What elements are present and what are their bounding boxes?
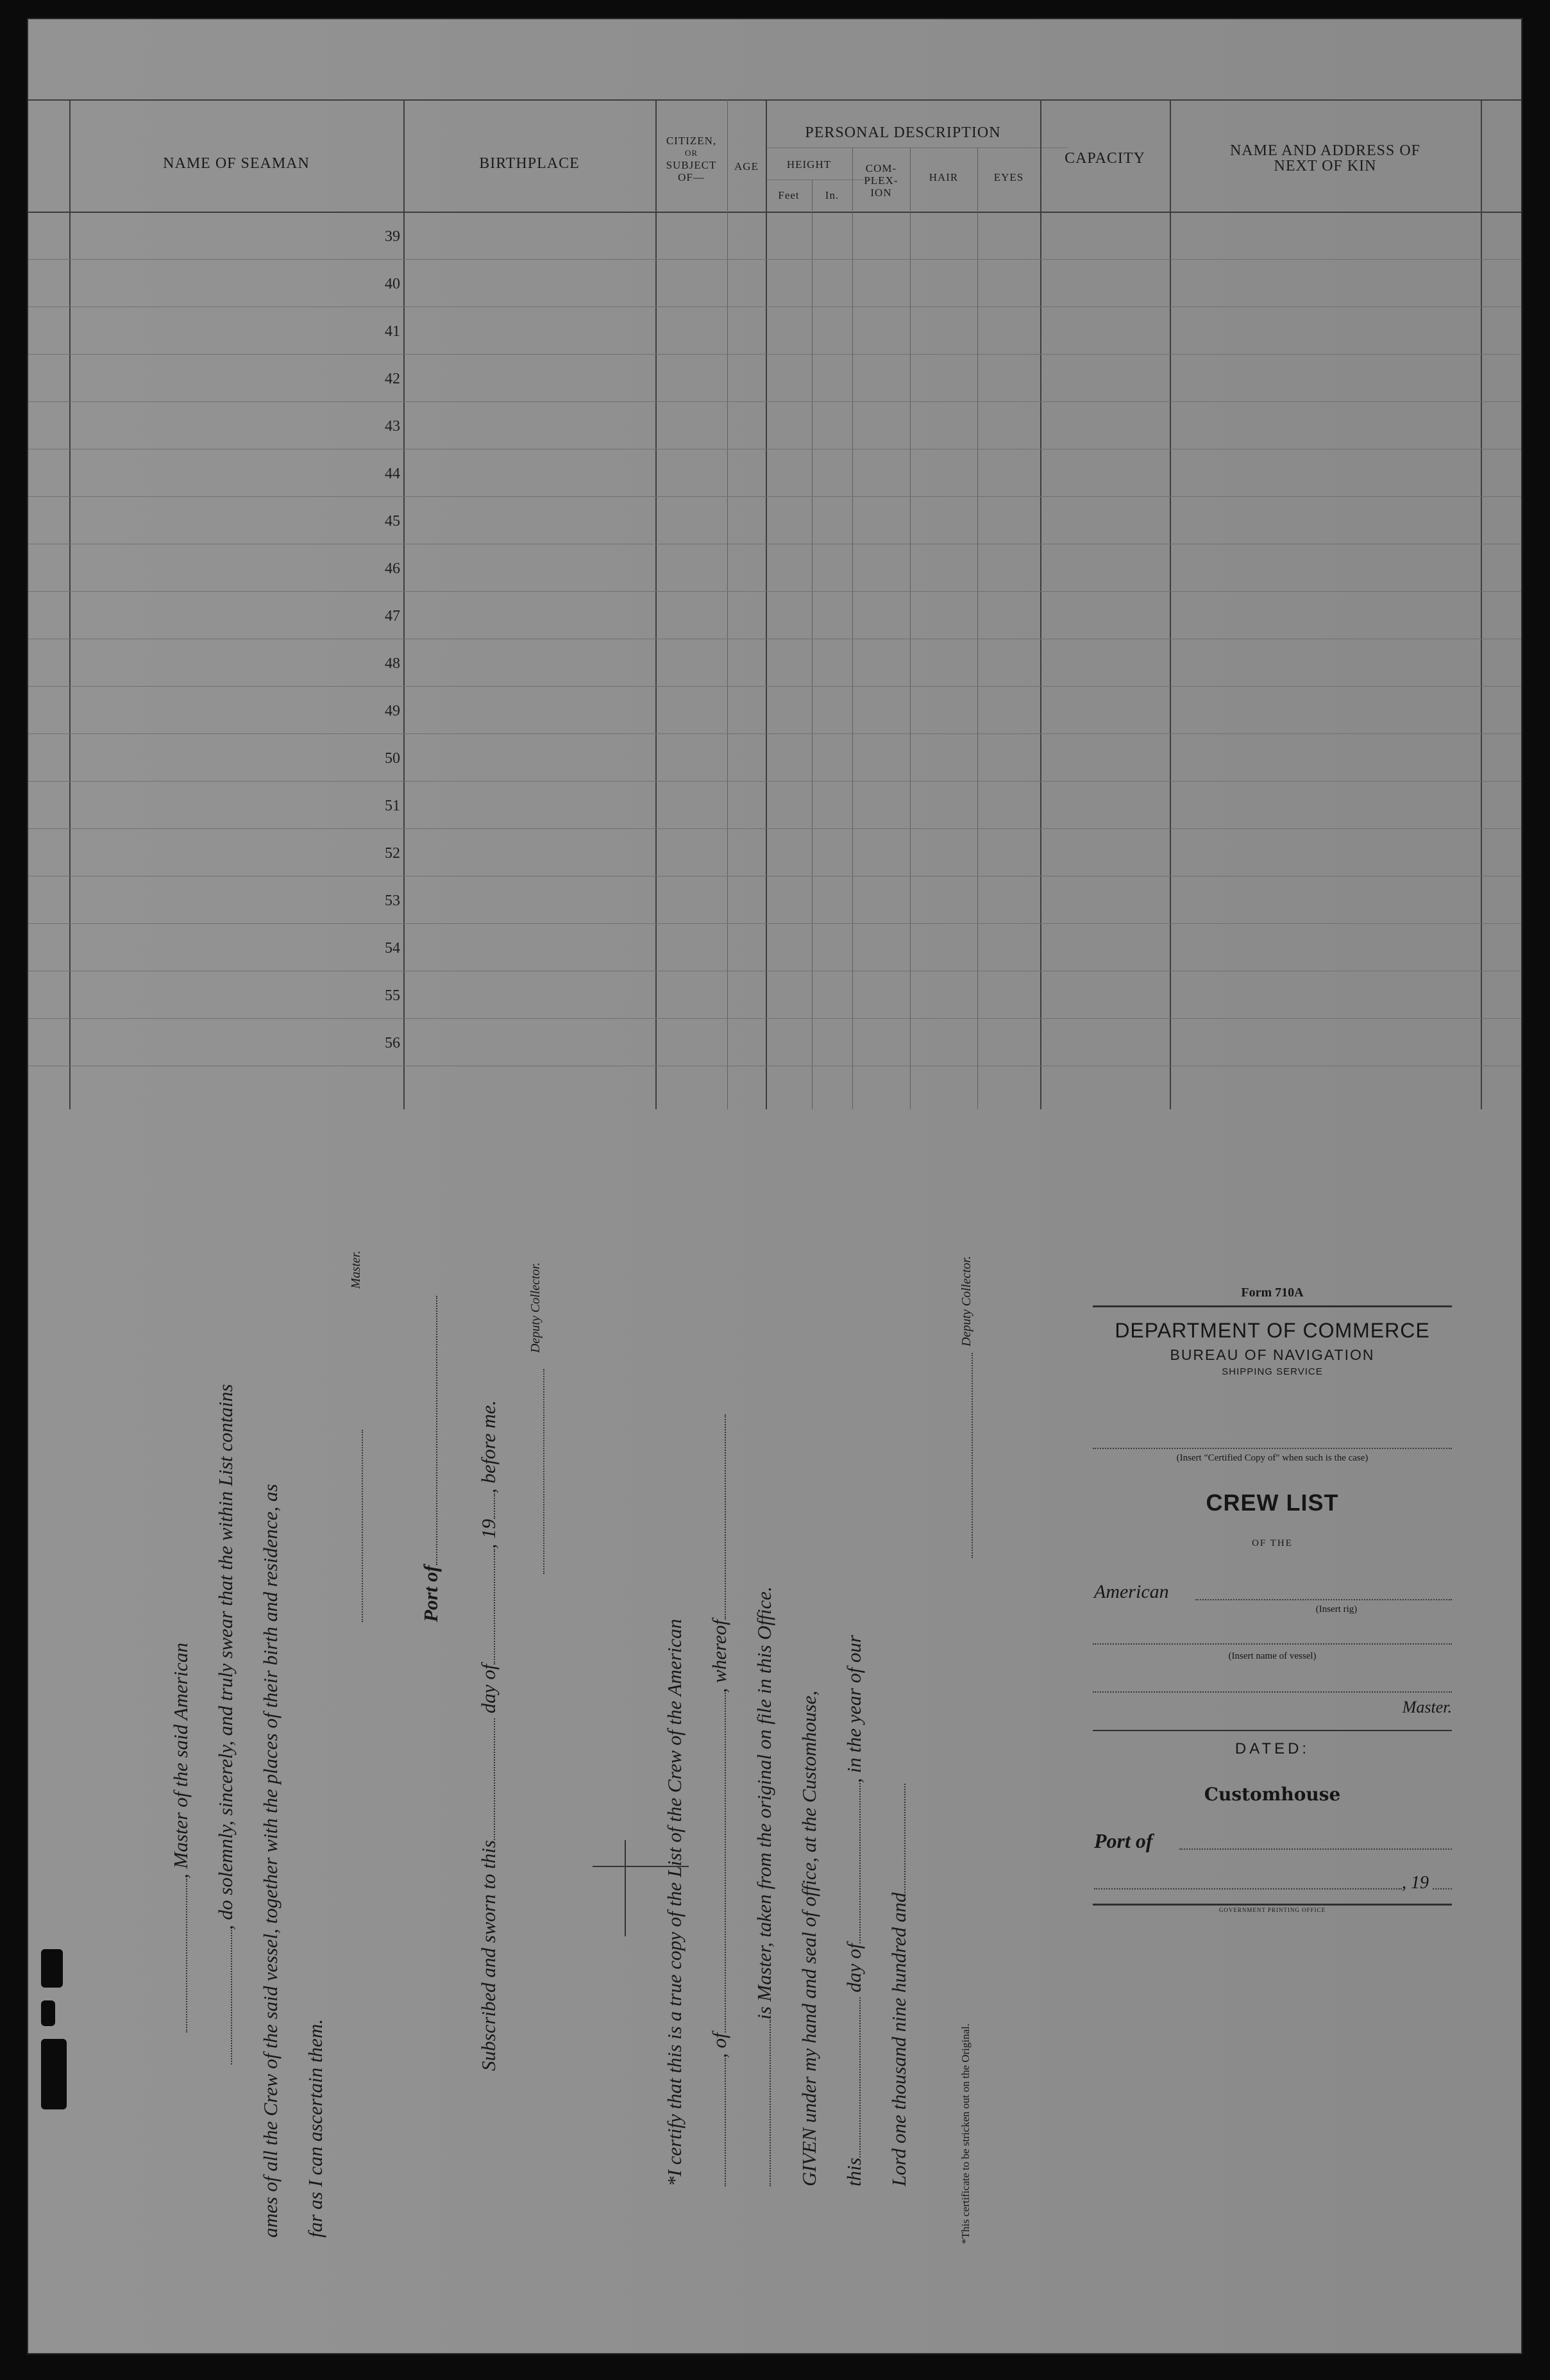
header-complexion: [852, 162, 910, 199]
row-rule: [28, 401, 1521, 402]
blank-line[interactable]: [845, 1783, 861, 1943]
row-number: 55: [385, 987, 400, 1004]
header-complexion-line: PLEX-: [864, 174, 898, 187]
row-rule: [28, 1018, 1521, 1019]
row-rule: [28, 354, 1521, 355]
row-number: 41: [385, 323, 400, 340]
torn-edge: [41, 1949, 63, 1988]
deputy-collector-label-2: Deputy Collector.: [959, 1255, 973, 1346]
col-line: [403, 99, 405, 1109]
row-number: 45: [385, 513, 400, 530]
blank-line[interactable]: [845, 1997, 861, 2158]
oath-line-of: [708, 1414, 731, 2186]
header-citizen-line: OF—: [678, 171, 705, 183]
cover-rule: [1093, 1730, 1452, 1731]
master-signature: [342, 1417, 363, 1622]
row-rule: [28, 923, 1521, 924]
personal-desc-rule: [766, 147, 1068, 148]
oath-line-given: GIVEN under my hand and seal of office, at the Customhouse,: [798, 1690, 820, 2186]
blank-line[interactable]: [480, 1718, 495, 1840]
oath-text: , of: [708, 2032, 730, 2058]
blank-line[interactable]: [217, 1930, 232, 2065]
oath-text: is Master, taken from the original on file in this Office.: [753, 1586, 775, 2020]
col-line: [812, 180, 813, 1109]
cover-rule: [1093, 1305, 1452, 1307]
col-line: [1170, 99, 1171, 1109]
row-rule: [28, 306, 1521, 307]
deputy-collector-sig-2: [955, 1353, 973, 1558]
certified-copy-line[interactable]: [1093, 1448, 1452, 1449]
printing-office: GOVERNMENT PRINTING OFFICE: [1218, 1907, 1326, 1913]
bureau-title: BUREAU OF NAVIGATION: [1170, 1346, 1375, 1363]
row-number: 43: [385, 418, 400, 435]
header-personal-description: PERSONAL DESCRIPTION: [805, 124, 1001, 141]
deputy-collector-sig-1: [525, 1369, 544, 1574]
row-rule: [28, 591, 1521, 592]
oath-block: [150, 1205, 997, 2263]
of-the-label: OF THE: [1252, 1538, 1293, 1548]
row-rule: [28, 496, 1521, 497]
row-number: 46: [385, 560, 400, 577]
dated-label: DATED:: [1234, 1740, 1310, 1757]
oath-text: day of: [843, 1943, 865, 1993]
date-line[interactable]: [1094, 1888, 1402, 1890]
oath-line-far-as: far as I can ascertain them.: [304, 2019, 326, 2238]
col-line: [1040, 99, 1041, 1109]
oath-text: this: [843, 2158, 865, 2186]
year-19-label: , 19: [1402, 1873, 1429, 1893]
insert-rig-note: (Insert rig): [1315, 1604, 1358, 1614]
oath-line-is-master: [753, 1586, 776, 2186]
oath-text: , in the year of our: [843, 1635, 865, 1783]
insert-certified-note: (Insert "Certified Copy of" when such is the case): [1176, 1453, 1369, 1463]
oath-text: day of: [477, 1664, 500, 1714]
header-height: HEIGHT: [786, 158, 832, 171]
header-citizen: [655, 135, 727, 183]
col-line: [69, 99, 71, 1109]
col-line: [655, 99, 657, 1109]
oath-text: , 19: [477, 1519, 500, 1549]
oath-line-this: [843, 1635, 866, 2186]
row-rule: [28, 259, 1521, 260]
oath-text: Port of: [419, 1565, 442, 1622]
row-rule: [28, 828, 1521, 829]
signature-line[interactable]: [972, 1353, 973, 1558]
vessel-name-line[interactable]: [1093, 1643, 1452, 1645]
american-line: [1067, 1581, 1478, 1603]
torn-edge: [41, 2039, 67, 2109]
american-label: American: [1094, 1581, 1169, 1602]
header-kin-line: NEXT OF KIN: [1274, 158, 1377, 174]
row-number: 44: [385, 465, 400, 482]
row-rule: [28, 781, 1521, 782]
master-line: [1067, 1688, 1478, 1726]
row-number: 39: [385, 228, 400, 245]
footnote: *This certificate to be stricken out on the Original.: [959, 2023, 972, 2244]
oath-text: Lord one thousand nine hundred and: [888, 1892, 910, 2186]
master-label: Master.: [349, 1250, 363, 1289]
col-line: [852, 147, 853, 1109]
row-number: 52: [385, 845, 400, 862]
service-title: SHIPPING SERVICE: [1222, 1366, 1323, 1377]
row-number: 50: [385, 750, 400, 767]
header-next-of-kin: [1170, 143, 1481, 174]
oath-line-lord: [888, 1784, 911, 2186]
blank-line[interactable]: [711, 1414, 726, 1620]
row-number: 48: [385, 655, 400, 672]
crew-list-title: CREW LIST: [1206, 1489, 1339, 1516]
blank-line[interactable]: [711, 1693, 726, 2032]
row-number: 54: [385, 940, 400, 957]
deputy-collector-label-1: Deputy Collector.: [528, 1262, 543, 1353]
crew-table: [28, 99, 1521, 1109]
cover-port-label: Port of: [1094, 1829, 1153, 1852]
oath-text: , before me.: [477, 1400, 500, 1494]
master-name-line[interactable]: [1093, 1691, 1452, 1693]
col-line: [977, 147, 978, 1109]
header-rule: [28, 212, 1521, 213]
header-eyes: EYES: [993, 171, 1024, 183]
divider: [625, 1840, 626, 1936]
header-complexion-line: ION: [870, 187, 892, 199]
cover-rule: [1093, 1904, 1452, 1906]
header-citizen-line: SUBJECT: [666, 159, 717, 171]
oath-text: *I certify that this is a true copy of the List of the Crew of the American: [663, 1618, 686, 2186]
row-number: 56: [385, 1035, 400, 1052]
row-number: 42: [385, 371, 400, 387]
col-line: [727, 99, 728, 1109]
header-hair: HAIR: [929, 171, 959, 183]
blank-line[interactable]: [172, 1879, 187, 2032]
signature-line[interactable]: [362, 1430, 363, 1622]
header-complexion-line: COM-: [865, 162, 897, 174]
oath-line-master-of: [169, 1643, 192, 2032]
oath-line-subscribed: [477, 1400, 500, 2071]
header-kin-line: NAME AND ADDRESS OF: [1229, 142, 1421, 159]
rig-line[interactable]: [1195, 1599, 1452, 1600]
header-name-of-seaman: NAME OF SEAMAN: [163, 155, 310, 172]
header-citizen-line: OR: [684, 148, 698, 158]
blank-line[interactable]: [480, 1549, 495, 1664]
year-line[interactable]: [1433, 1888, 1452, 1890]
header-birthplace: BIRTHPLACE: [479, 155, 580, 172]
col-line: [1481, 99, 1482, 1109]
oath-text: , do solemnly, sincerely, and truly swear that the within List contains: [214, 1384, 237, 1930]
oath-line-do-solemnly: [214, 1384, 237, 2065]
signature-line[interactable]: [543, 1369, 544, 1574]
torn-edge: [41, 2000, 55, 2026]
col-line: [766, 99, 767, 1109]
oath-text: Subscribed and sworn to this: [477, 1840, 500, 2071]
row-number: 53: [385, 892, 400, 909]
department-title: DEPARTMENT OF COMMERCE: [1115, 1319, 1430, 1342]
customhouse-label: Customhouse: [1204, 1784, 1341, 1805]
blank-line[interactable]: [711, 2058, 726, 2186]
row-rule: [28, 733, 1521, 734]
blank-line[interactable]: [422, 1296, 437, 1565]
oath-text: , whereof: [708, 1620, 730, 1693]
port-of-label: [419, 1296, 442, 1622]
blank-line[interactable]: [480, 1493, 495, 1519]
row-number: 40: [385, 276, 400, 292]
row-rule: [28, 686, 1521, 687]
header-inches: In.: [825, 189, 839, 201]
oath-line-names: ames of all the Crew of the said vessel, together with the places of their birth and residence, as: [259, 1484, 282, 2238]
row-number: 47: [385, 608, 400, 624]
top-rule: [28, 99, 1521, 101]
master-cover-label: Master.: [1402, 1698, 1452, 1716]
form-number: Form 710A: [1241, 1286, 1304, 1300]
row-number: 51: [385, 798, 400, 814]
cover-port-line: [1067, 1829, 1478, 1855]
cover-panel: [1067, 1286, 1478, 2106]
blank-line[interactable]: [755, 2020, 771, 2186]
blank-line[interactable]: [890, 1784, 906, 1893]
oath-line-certify: [663, 1619, 686, 2186]
cover-date-line: [1067, 1869, 1478, 1895]
row-number: 49: [385, 703, 400, 719]
header-feet: Feet: [778, 189, 800, 201]
document-sheet: [28, 19, 1521, 2353]
port-name-line[interactable]: [1179, 1848, 1452, 1850]
header-citizen-line: CITIZEN,: [666, 135, 717, 147]
header-capacity: CAPACITY: [1065, 150, 1145, 167]
insert-vessel-note: (Insert name of vessel): [1228, 1651, 1317, 1661]
col-line: [910, 147, 911, 1109]
oath-text: , Master of the said American: [169, 1643, 192, 1879]
header-age: AGE: [734, 160, 759, 172]
